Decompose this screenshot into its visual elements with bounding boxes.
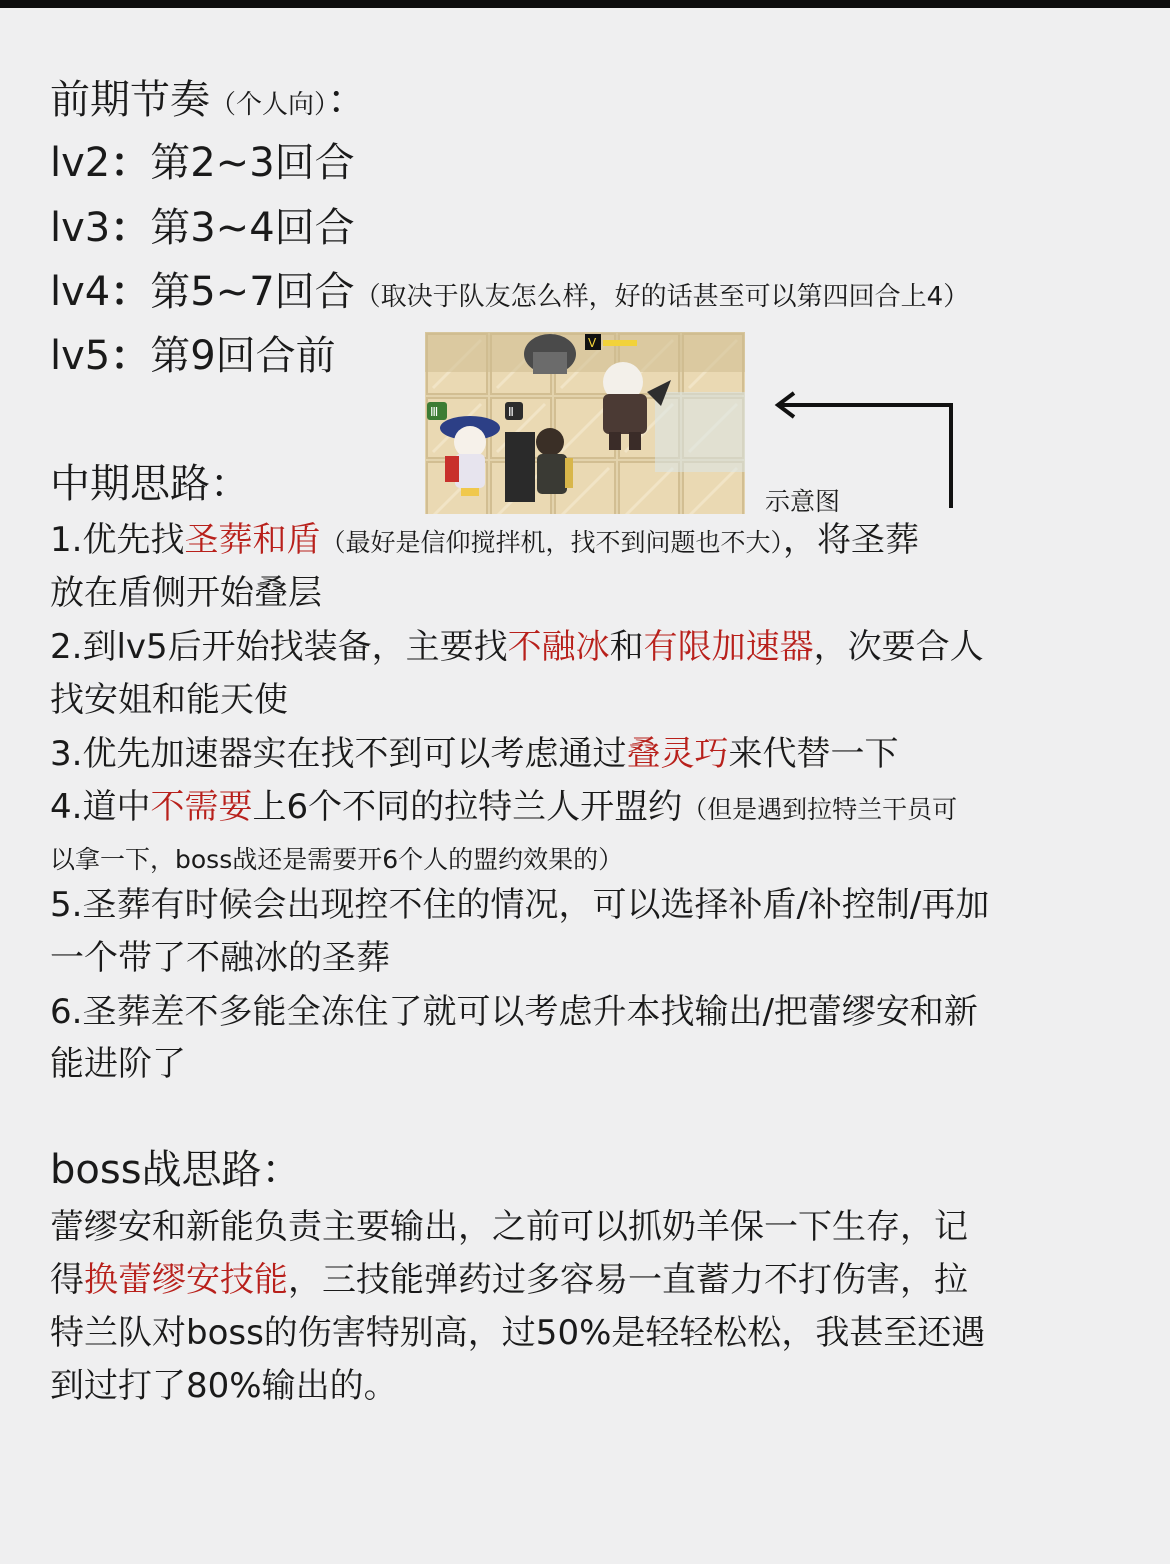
- early-title: 前期节奏: [50, 77, 210, 123]
- boss-line-3: 特兰队对boss的伤害特别高，过50%是轻轻松松，我甚至还遇: [50, 1313, 986, 1353]
- figure-caption: 示意图: [765, 487, 841, 516]
- highlight-text: 有限加速器: [643, 627, 814, 667]
- level-badge-iii: [427, 402, 447, 420]
- boss-line-2: 得换蕾缪安技能，三技能弹药过多容易一直蓄力不打伤害，拉: [50, 1260, 968, 1300]
- level-label: lv3: [50, 205, 111, 251]
- boss-title: boss战思路：: [50, 1147, 302, 1193]
- enemy-sprite: [524, 334, 576, 374]
- game-screenshot-image: [425, 332, 745, 514]
- mid-item-4-line-2: 以拿一下，boss战还是需要开6个人的盟约效果的）: [50, 845, 624, 874]
- top-border: [0, 0, 1170, 8]
- mid-item-6-line-1: 6.圣葬差不多能全冻住了就可以考虑升本找输出/把蕾缪安和新: [50, 992, 978, 1032]
- early-title-note: （个人向）: [210, 90, 328, 120]
- operator-sprite-shield: [505, 428, 573, 502]
- round-text: 第9回合前: [150, 333, 336, 379]
- level-colon: ：: [110, 333, 151, 379]
- highlight-text: 不需要: [150, 787, 253, 827]
- mid-item-5-line-1: 5.圣葬有时候会出现控不住的情况，可以选择补盾/补控制/再加: [50, 885, 990, 925]
- mid-item-4-line-1: 4.道中不需要上6个不同的拉特兰人开盟约（但是遇到拉特兰干员可: [50, 787, 958, 827]
- early-line-lv4: [50, 269, 970, 315]
- mid-item-2-line-1: 2.到lv5后开始找装备，主要找不融冰和有限加速器，次要合人: [50, 627, 984, 667]
- level-label: lv5: [50, 333, 111, 379]
- svg-text:Ⅲ: Ⅲ: [430, 405, 439, 419]
- level-label: lv4: [50, 269, 111, 315]
- level-badge-ii: [505, 402, 523, 420]
- level-colon: ：: [110, 269, 151, 315]
- round-text: 第2~3回合: [150, 140, 355, 186]
- highlight-text: 叠灵巧: [626, 734, 729, 774]
- early-line-lv5: [50, 333, 336, 379]
- mid-item-2-line-2: 找安姐和能天使: [50, 680, 288, 720]
- highlight-text: 换蕾缪安技能: [84, 1260, 288, 1300]
- mid-item-1-line-2: 放在盾侧开始叠层: [50, 573, 322, 613]
- mid-item-3: 3.优先加速器实在找不到可以考虑通过叠灵巧来代替一下: [50, 734, 899, 774]
- mid-item-6-line-2: 能进阶了: [50, 1044, 186, 1084]
- mid-item-5-line-2: 一个带了不融冰的圣葬: [50, 938, 390, 978]
- mid-item-1-line-1: 1.优先找圣葬和盾（最好是信仰搅拌机，找不到问题也不大），将圣葬: [50, 520, 919, 560]
- level-label: lv2: [50, 140, 111, 186]
- round-note: （取决于队友怎么样，好的话甚至可以第四回合上4）: [354, 282, 970, 312]
- early-title-line: [50, 77, 368, 123]
- level-colon: ：: [110, 140, 151, 186]
- level-colon: ：: [110, 205, 151, 251]
- highlight-text: 圣葬和盾: [184, 520, 321, 560]
- mid-title: 中期思路：: [50, 461, 250, 507]
- round-text: 第5~7回合: [150, 269, 355, 315]
- early-line-lv3: [50, 205, 355, 251]
- early-title-colon: ：: [327, 77, 368, 123]
- game-board-illustration: [425, 332, 745, 514]
- round-text: 第3~4回合: [150, 205, 355, 251]
- early-line-lv2: [50, 140, 355, 186]
- svg-text:Ⅱ: Ⅱ: [508, 405, 514, 419]
- boss-line-1: 蕾缪安和新能负责主要输出，之前可以抓奶羊保一下生存，记: [50, 1207, 968, 1247]
- boss-line-4: 到过打了80%输出的。: [50, 1366, 398, 1406]
- highlight-text: 不融冰: [507, 627, 610, 667]
- svg-text:V: V: [588, 336, 597, 350]
